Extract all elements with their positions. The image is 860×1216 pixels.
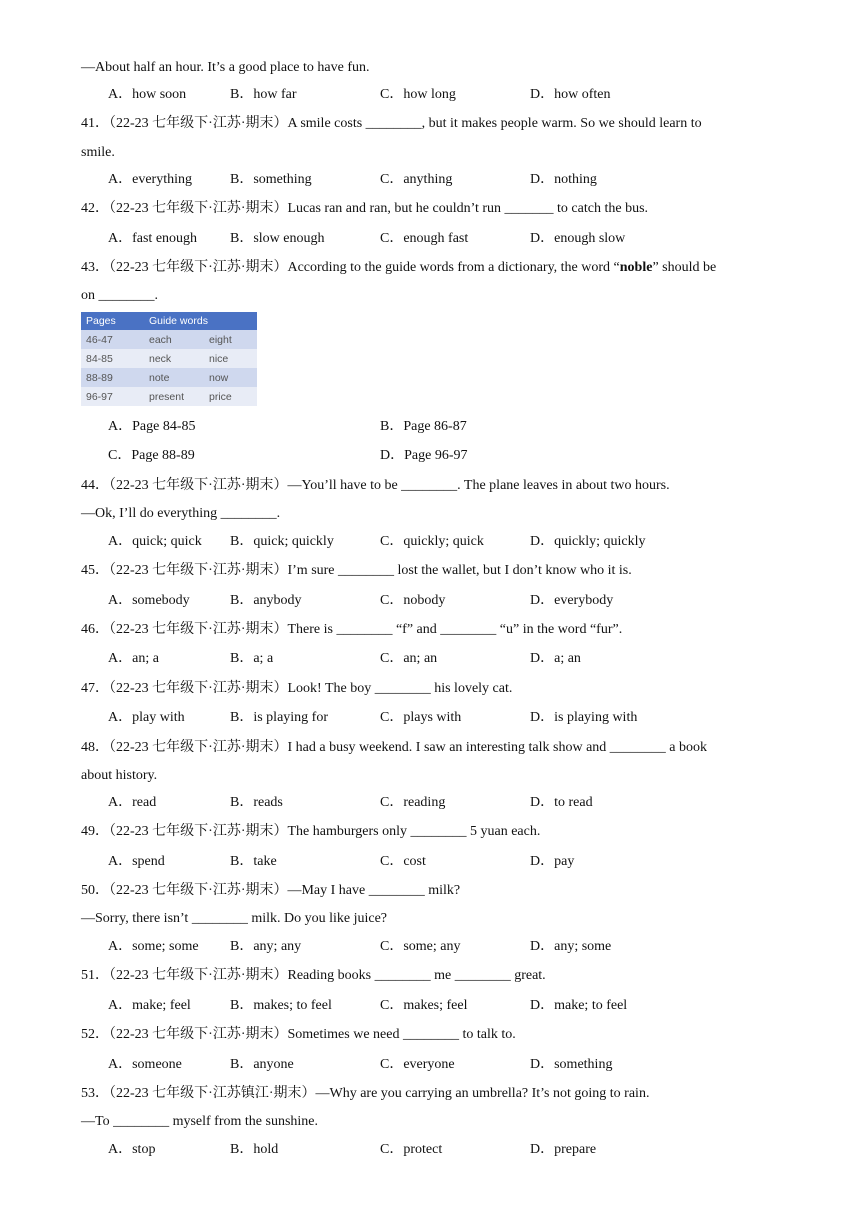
table-row — [81, 387, 257, 406]
option-b: B．hold — [230, 1142, 279, 1157]
option-c: C．reading — [380, 795, 446, 810]
option-b: B．anybody — [230, 593, 302, 608]
option-a: A．everything — [108, 172, 192, 187]
option-c: C．an; an — [380, 651, 438, 666]
option-b: B．take — [230, 854, 277, 869]
option-c: C．some; any — [380, 939, 461, 954]
option-d: D．any; some — [530, 939, 612, 954]
table-row — [81, 330, 257, 349]
option-a: A．fast enough — [108, 231, 198, 246]
table-cell: 84-85 — [81, 349, 144, 368]
option-d: D．enough slow — [530, 231, 626, 246]
option-c: C．Page 88-89 — [108, 448, 195, 463]
table-cell: price — [204, 387, 257, 406]
option-a: A．spend — [108, 854, 165, 869]
option-c: C．quickly; quick — [380, 534, 484, 549]
option-a: A．someone — [108, 1057, 182, 1072]
option-a: A．somebody — [108, 593, 190, 608]
option-a: A．Page 84-85 — [108, 419, 196, 434]
table-cell: note — [144, 368, 204, 387]
question-53-text-cont: —To ________ myself from the sunshine. — [81, 1114, 318, 1129]
question-52-text: 52．（22-23 七年级下·江苏·期末）Sometimes we need ________ to talk to. — [81, 1027, 516, 1042]
option-d: D．nothing — [530, 172, 597, 187]
question-46-text: 46．（22-23 七年级下·江苏·期末）There is ________ “f” and ________ “u” in the word “fur”. — [81, 622, 623, 637]
option-d: D．pay — [530, 854, 575, 869]
question-41-text: 41．（22-23 七年级下·江苏·期末）A smile costs ________, but it makes people warm. So we should learn to — [81, 116, 702, 131]
table-cell: neck — [144, 349, 204, 368]
question-48-text: 48．（22-23 七年级下·江苏·期末）I had a busy weekend. I saw an interesting talk show and ________ a book — [81, 740, 708, 755]
option-d: D．prepare — [530, 1142, 597, 1157]
option-b: B．how far — [230, 87, 297, 102]
table-cell: 88-89 — [81, 368, 144, 387]
option-c: C．enough fast — [380, 231, 469, 246]
question-50-text-cont: —Sorry, there isn’t ________ milk. Do you like juice? — [81, 911, 388, 926]
option-a: A．play with — [108, 710, 185, 725]
table-cell: 46-47 — [81, 330, 144, 349]
table-cell: eight — [204, 330, 257, 349]
table-cell: 96-97 — [81, 387, 144, 406]
option-c: C．protect — [380, 1142, 443, 1157]
option-d: D．quickly; quickly — [530, 534, 646, 549]
guide-words-table — [81, 312, 257, 406]
option-b: B．reads — [230, 795, 283, 810]
question-43-text-end: ” should be — [652, 260, 717, 275]
question-43-text-start: 43．（22-23 七年级下·江苏·期末）According to the guide words from a dictionary, the word “ — [81, 260, 620, 275]
option-d: D．how often — [530, 87, 611, 102]
option-c: C．cost — [380, 854, 426, 869]
option-d: D．Page 96-97 — [380, 448, 468, 463]
table-cell: nice — [204, 349, 257, 368]
option-d: D．is playing with — [530, 710, 638, 725]
option-b: B．quick; quickly — [230, 534, 334, 549]
option-b: B．something — [230, 172, 312, 187]
table-cell: now — [204, 368, 257, 387]
question-44-text-cont: —Ok, I’ll do everything ________. — [81, 506, 281, 521]
question-41-text-cont: smile. — [81, 145, 115, 160]
question-42-text: 42．（22-23 七年级下·江苏·期末）Lucas ran and ran, but he couldn’t run _______ to catch the bus. — [81, 201, 649, 216]
question-44-text: 44．（22-23 七年级下·江苏·期末）—You’ll have to be ________. The plane leaves in about two hours. — [81, 478, 670, 493]
option-b: B．makes; to feel — [230, 998, 332, 1013]
table-cell: present — [144, 387, 204, 406]
answer-line: —About half an hour. It’s a good place to have fun. — [81, 60, 370, 75]
question-48-text-cont: about history. — [81, 768, 158, 783]
table-cell: each — [144, 330, 204, 349]
question-50-text: 50．（22-23 七年级下·江苏·期末）—May I have ________ milk? — [81, 883, 461, 898]
question-53-text: 53．（22-23 七年级下·江苏镇江·期末）—Why are you carrying an umbrella? It’s not going to rain. — [81, 1086, 650, 1101]
option-a: A．quick; quick — [108, 534, 202, 549]
question-47-text: 47．（22-23 七年级下·江苏·期末）Look! The boy ________ his lovely cat. — [81, 681, 513, 696]
option-c: C．makes; feel — [380, 998, 468, 1013]
option-a: A．an; a — [108, 651, 159, 666]
option-d: D．something — [530, 1057, 613, 1072]
option-a: A．how soon — [108, 87, 187, 102]
option-a: A．some; some — [108, 939, 199, 954]
option-b: B．is playing for — [230, 710, 328, 725]
option-a: A．stop — [108, 1142, 156, 1157]
question-43-text-cont: on ________. — [81, 288, 158, 303]
option-a: A．make; feel — [108, 998, 191, 1013]
option-b: B．any; any — [230, 939, 302, 954]
option-c: C．plays with — [380, 710, 462, 725]
option-d: D．to read — [530, 795, 593, 810]
question-49-text: 49．（22-23 七年级下·江苏·期末）The hamburgers only ________ 5 yuan each. — [81, 824, 541, 839]
option-d: D．everybody — [530, 593, 614, 608]
option-c: C．nobody — [380, 593, 446, 608]
table-header-pages: Pages — [81, 312, 144, 330]
question-45-text: 45．（22-23 七年级下·江苏·期末）I’m sure ________ lost the wallet, but I don’t know who it is. — [81, 563, 632, 578]
keyword-noble: noble — [619, 260, 653, 275]
option-c: C．anything — [380, 172, 453, 187]
option-a: A．read — [108, 795, 157, 810]
option-b: B．a; a — [230, 651, 274, 666]
option-d: D．make; to feel — [530, 998, 628, 1013]
option-b: B．Page 86-87 — [380, 419, 467, 434]
option-b: B．anyone — [230, 1057, 294, 1072]
option-c: C．everyone — [380, 1057, 455, 1072]
question-43-text — [81, 259, 716, 277]
question-51-text: 51．（22-23 七年级下·江苏·期末）Reading books ________ me ________ great. — [81, 968, 546, 983]
table-header-guide-words: Guide words — [144, 312, 257, 330]
option-d: D．a; an — [530, 651, 581, 666]
table-row — [81, 349, 257, 368]
option-b: B．slow enough — [230, 231, 325, 246]
table-row — [81, 368, 257, 387]
option-c: C．how long — [380, 87, 456, 102]
